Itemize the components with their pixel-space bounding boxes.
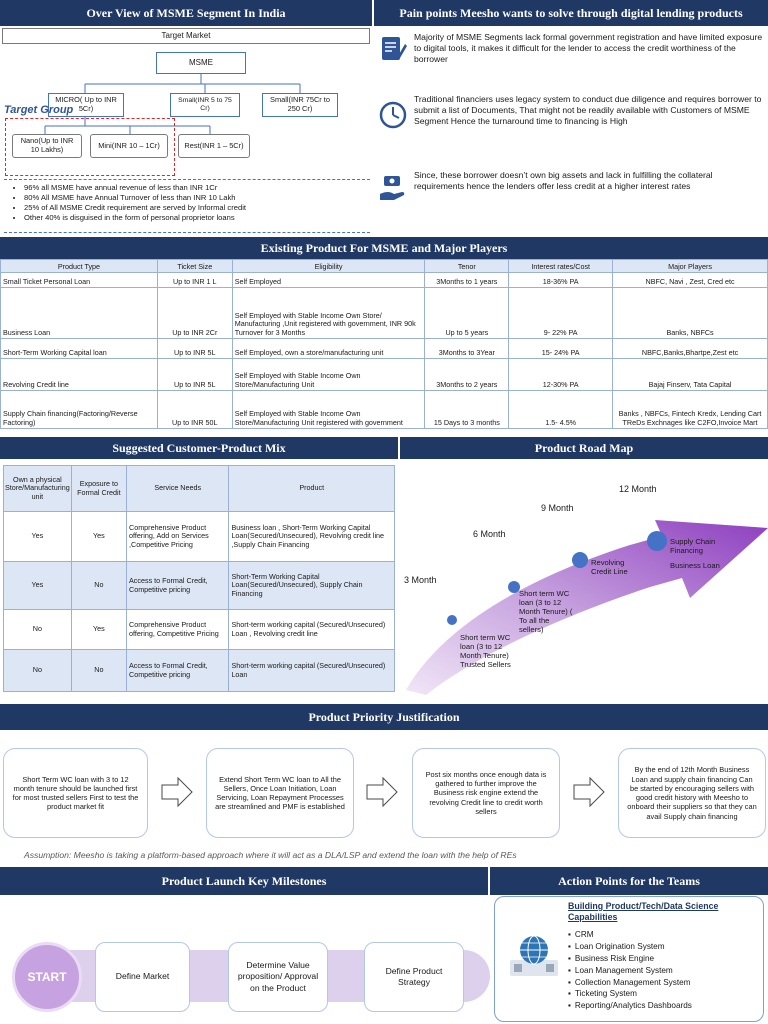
roadmap-product-4b: Business Loan — [670, 561, 720, 570]
mix-banner — [0, 437, 398, 459]
table-header-cell: Ticket Size — [157, 260, 232, 273]
roadmap-6-month: 6 Month — [473, 529, 506, 539]
overview-banner — [0, 0, 372, 26]
roadmap-product-3: Revolving Credit Line — [591, 558, 628, 577]
table-header-cell: Product Type — [1, 260, 158, 273]
table-row: Supply Chain financing(Factoring/Reverse Factoring) Up to INR 50L Self Employed with Stable Income Own Store/Manufacturing Unit registered with government 15 Days to 3 months 1.5- 4.5% Banks , NBFCs, Fintech Kredx, Lending Cart TReDs Exchnages like C2FO,Invoice Mart — [1, 391, 768, 429]
assumption-note: Assumption: Meesho is taking a platform-based approach where it will act as a DLA/LSP and extend the loan with the help of REs — [24, 850, 517, 860]
roadmap-product-2: Short term WC loan (3 to 12 Month Tenure) ( To all the sellers) — [519, 589, 573, 635]
small2-box: Small(INR 75Cr to 250 Cr) — [262, 93, 338, 117]
table-row: Business Loan Up to INR 2Cr Self Employed with Stable Income Own Store/ Manufacturing ,Unit registered with government, INR 90k Turnover for 3 Months Up to 5 years 9- 22% PA Banks, NBFCs — [1, 288, 768, 339]
hand-money-icon — [378, 172, 408, 206]
table-row: No Yes Comprehensive Product offering, Competitive Pricing Short-term working capital (Secured/Unsecured) Loan , Revolving credit line — [4, 610, 395, 650]
list-item: ▪ Loan Management System — [568, 965, 764, 977]
micro-box: MICRO( Up to INR 5Cr) — [48, 93, 124, 117]
rest-box: Rest(INR 1 – 5Cr) — [178, 134, 250, 158]
list-item: ▪ Business Risk Engine — [568, 953, 764, 965]
roadmap-milestone-dot — [572, 552, 588, 568]
priority-card-4: By the end of 12th Month Business Loan and supply chain financing Can be started by encouraging sellers with good credit history with Meesho to onboard their suppliers so that they can avail Supply chain financing — [618, 748, 766, 838]
roadmap-12-month: 12 Month — [619, 484, 657, 494]
pain-point-2: Traditional financiers uses legacy system to conduct due diligence and requires borrower to submit a list of Documents, That might not be readily available with Customers of MSME Segment Hence the turnaround time to financing is High — [414, 94, 762, 127]
priority-banner — [0, 704, 768, 730]
existing-products-table — [0, 259, 768, 429]
overview-bullet: • 80% All MSME have Annual Turnover of less than INR 10 Lakh — [24, 193, 366, 203]
priority-card-2: Extend Short Term WC loan to All the Sellers, Once Loan Initiation, Loan Servicing, Loan Repayment Processes are streamlined and PMF is established — [206, 748, 354, 838]
table-row: No No Access to Formal Credit, Competitive pricing Short-term working capital (Secured/Unsecured) Loan — [4, 650, 395, 692]
list-item: ▪ Collection Management System — [568, 977, 764, 989]
table-header-cell: Exposure to Formal Credit — [71, 466, 126, 512]
list-item: ▪ Reporting/Analytics Dashboards — [568, 1000, 764, 1012]
pain-banner — [374, 0, 768, 26]
actions-title: Action Points for the Teams — [558, 873, 700, 888]
table-row: Yes No Access to Formal Credit, Competitive pricing Short-Term Working Capital Loan(Secured/Unsecured), Supply Chain Financing — [4, 562, 395, 610]
msme-box: MSME — [156, 52, 246, 74]
table-row: Revolving Credit line Up to INR 5L Self Employed with Stable Income Own Store/Manufacturing Unit 3Months to 2 years 12-30% PA Bajaj Finserv, Tata Capital — [1, 359, 768, 391]
small-box: Small(INR 5 to 75 Cr) — [170, 93, 240, 117]
target-market-box: Target Market — [2, 28, 370, 44]
target-group-label: Target Group — [4, 104, 74, 116]
milestones-title: Product Launch Key Milestones — [161, 873, 327, 888]
table-header-cell: Tenor — [425, 260, 509, 273]
table-header-cell: Major Players — [613, 260, 768, 273]
milestone-step-2: Determine Value proposition/ Approval on the Product — [228, 942, 328, 1012]
table-header-cell: Interest rates/Cost — [509, 260, 613, 273]
existing-banner — [0, 237, 768, 259]
pain-point-3: Since, these borrower doesn’t own big assets and lack in fulfilling the collateral requirements hence the lenders offer less credit at a higher interest rates — [414, 170, 713, 192]
milestone-step-3: Define Product Strategy — [364, 942, 464, 1012]
milestone-step-1: Define Market — [95, 942, 190, 1012]
roadmap-milestone-dot — [447, 615, 457, 625]
roadmap-milestone-dot — [647, 531, 667, 551]
clock-icon — [378, 100, 408, 130]
actions-heading: Building Product/Tech/Data Science Capabilities — [568, 901, 719, 922]
customer-product-mix-table — [3, 465, 395, 692]
mini-box: Mini(INR 10 – 1Cr) — [90, 134, 168, 158]
pain-point-1: Majority of MSME Segments lack formal government registration and have limited exposure to digital tools, it makes it difficult for the lender to access the credit worthiness of the borrower — [414, 32, 763, 65]
overview-title: Over View of MSME Segment In India — [86, 5, 286, 20]
table-row: Small Ticket Personal Loan Up to INR 1 L Self Employed 3Months to 1 years 18-36% PA NBFC, Navi , Zest, Cred etc — [1, 273, 768, 288]
milestones-banner — [0, 867, 488, 895]
roadmap-product-4a: Supply Chain Financing — [670, 537, 716, 556]
actions-list — [568, 929, 764, 1012]
table-header-row — [4, 466, 395, 512]
overview-bullet: • 96% all MSME have annual revenue of less than INR 1Cr — [24, 183, 366, 193]
arrow-right-icon — [365, 775, 399, 809]
list-item: ▪ Ticketing System — [568, 988, 764, 1000]
table-row: Yes Yes Comprehensive Product offering, Add on Services ,Competitive Pricing Business loan , Short-Term Working Capital Loan(Secured/Unsecured), Revolving credit line ,Supply Chain Financing — [4, 512, 395, 562]
priority-card-3: Post six months once enough data is gathered to further improve the Business risk engine extend the revolving Credit line to credit worth sellers — [412, 748, 560, 838]
table-header-cell: Product — [229, 466, 395, 512]
document-pen-icon — [378, 34, 408, 64]
overview-bullet: • 25% of All MSME Credit requirement are served by Informal credit — [24, 203, 366, 213]
roadmap-3-month: 3 Month — [404, 575, 437, 585]
roadmap-title: Product Road Map — [534, 440, 634, 455]
start-circle: START — [12, 942, 82, 1012]
table-header-row — [1, 260, 768, 273]
roadmap-9-month: 9 Month — [541, 503, 574, 513]
roadmap-banner — [400, 437, 768, 459]
list-item: ▪ Loan Origination System — [568, 941, 764, 953]
pain-title: Pain points Meesho wants to solve through digital lending products — [399, 5, 743, 20]
roadmap-product-1: Short term WC loan (3 to 12 Month Tenure) Trusted Sellers — [460, 633, 511, 670]
existing-title: Existing Product For MSME and Major Players — [260, 240, 508, 255]
mix-title: Suggested Customer-Product Mix — [112, 440, 286, 455]
table-header-cell: Eligibility — [232, 260, 425, 273]
priority-card-1: Short Term WC loan with 3 to 12 month tenure should be launched first for most trusted sellers First to test the product market fit — [3, 748, 148, 838]
actions-banner — [490, 867, 768, 895]
table-row: Short-Term Working Capital loan Up to INR 5L Self Employed, own a store/manufacturing unit 3Months to 3Year 15- 24% PA NBFC,Banks,Bhartpe,Zest etc — [1, 339, 768, 359]
list-item: ▪ CRM — [568, 929, 764, 941]
nano-box: Nano(Up to INR 10 Lakhs) — [12, 134, 82, 158]
table-header-cell: Service Needs — [127, 466, 229, 512]
overview-bullets — [4, 179, 370, 233]
priority-title: Product Priority Justification — [308, 709, 460, 724]
arrow-right-icon — [160, 775, 194, 809]
roadmap-arrow — [400, 460, 768, 700]
tech-globe-icon — [508, 930, 560, 980]
arrow-right-icon — [572, 775, 606, 809]
overview-bullet: • Other 40% is disguised in the form of personal proprietor loans — [24, 213, 366, 223]
table-header-cell: Own a physical Store/Manufacturing unit — [4, 466, 72, 512]
